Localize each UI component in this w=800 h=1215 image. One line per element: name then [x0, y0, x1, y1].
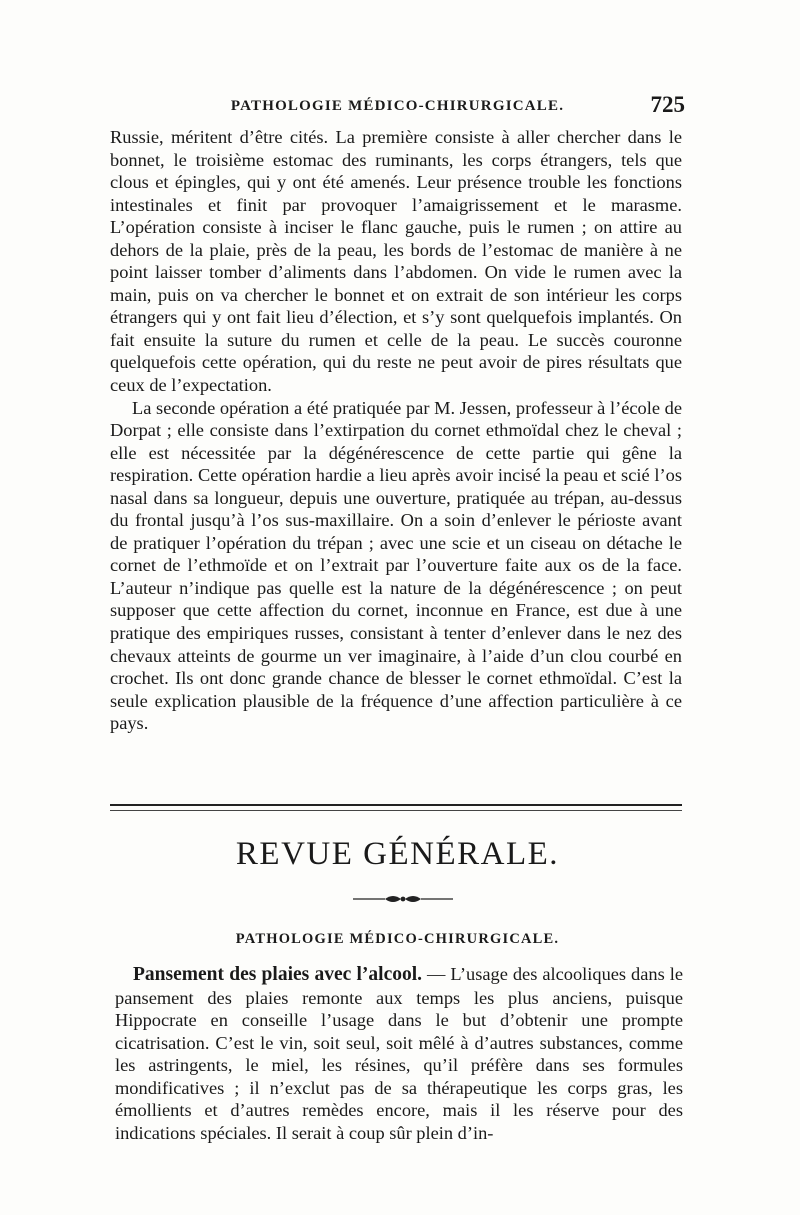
section-divider-rule [110, 804, 682, 811]
body-paragraph: La seconde opération a été pratiquée par M. Jessen, professeur à l’école de Dorpat ; elle consiste dans l’extirpation du cornet ethmoïdal chez le cheval ; elle est nécessitée par la dégénérescence de cette partie qui gêne la respiration. Cette opération hardie a lieu après avoir incisé la peau et scié l’os nasal dans sa longueur, depuis une ouverture, pratiquée au trépan, au-dessus du frontal jusqu’à l’os sus-maxillaire. On a soin d’enlever le périoste avant de pratiquer l’opération du trépan ; avec une scie et un ciseau on détache le cornet de l’ethmoïde et on l’extrait par l’ouverture faite aux os de la face. L’auteur n’indique pas quelle est la nature de la dégénérescence ; on peut supposer que cette affection du cornet, inconnue en France, est due à une pratique des empiriques russes, consistant à tenter d’enlever dans le nez des chevaux atteints de gourme un ver imaginaire, à l’aide d’un clou courbé en crochet. Ils ont donc grande chance de blesser le cornet ethmoïdal. C’est la seule explication plausible de la fréquence d’une affection particulière à ce pays. [110, 397, 682, 734]
section-subtitle: PATHOLOGIE MÉDICO-CHIRURGICALE. [235, 931, 560, 947]
section-title: REVUE GÉNÉRALE. [235, 836, 560, 872]
article-paragraph [115, 963, 683, 1144]
article-title: Pansement des plaies avec l’alcool. [133, 964, 423, 985]
running-head-title: PATHOLOGIE MÉDICO-CHIRURGICALE. [230, 98, 565, 114]
running-head [110, 92, 685, 124]
article [115, 963, 683, 1144]
body-text [110, 126, 682, 735]
body-paragraph: Russie, méritent d’être cités. La première consiste à aller chercher dans le bonnet, le troisième estomac des ruminants, les corps étrangers, tels que clous et épingles, qui y ont été amenés. Leur présence trouble les fonctions intestinales et finit par provoquer l’amaigrissement et le marasme. L’opération consiste à inciser le flanc gauche, puis le rumen ; on attire au dehors de la plaie, près de la peau, les bords de l’estomac de manière à ne point laisser tomber d’aliments dans l’abdomen. On vide le rumen avec la main, puis on va chercher le bonnet et on extrait de son intérieur les corps étrangers qui y ont fait lieu d’élection, et s’y sont quelquefois implantés. On fait ensuite la suture du rumen et celle de la peau. Le succès couronne quelquefois cette opération, qui du reste ne peut avoir de pires résultats que ceux de l’expectation. [110, 127, 682, 396]
page-number: 725 [650, 92, 685, 117]
article-text: — L’usage des alcooliques dans le pansement des plaies remonte aux temps les plus anciens, puisque Hippocrate en conseille l’usage dans le but d’obtenir une prompte cicatrisation. C’est le vin, soit seul, soit mêlé à d’autres substances, comme les astringents, le miel, les résines, qu’il préfère dans ses formules mondificatives ; il n’exclut pas de sa thérapeutique les corps gras, les émollients et d’autres remèdes encore, mais il les réserve pour des indications spéciales. Il serait à coup sûr plein d’in- [115, 964, 683, 1143]
ornament-flourish-icon [351, 892, 455, 906]
